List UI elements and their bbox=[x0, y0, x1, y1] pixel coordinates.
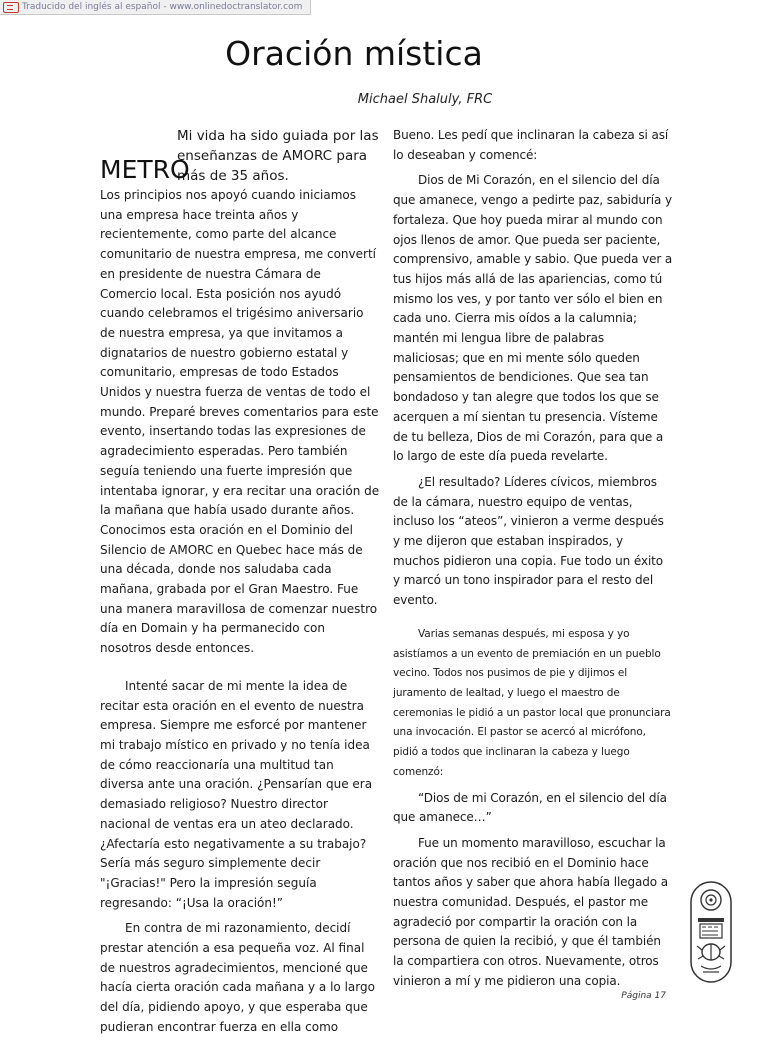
article-title: Oración mística bbox=[225, 34, 483, 73]
article-lead-in: Mi vida ha sido guiada por las enseñanzas de AMORC para más de 35 años. bbox=[177, 128, 379, 184]
left-column bbox=[100, 186, 380, 1038]
right-paragraph-result: ¿El resultado? Líderes cívicos, miembros de la cámara, nuestro equipo de ventas, incluso los “ateos”, vinieron a verme después y me dijeron que estaban inspirados, y muchos pidieron una copia. Fue todo un éxito y marcó un tono inspirador para el resto del evento. bbox=[393, 474, 664, 608]
right-column bbox=[393, 126, 673, 992]
left-paragraph-2: Intenté sacar de mi mente la idea de recitar esta oración en el evento de nuestra empresa. Siempre me esforcé por mantener mi trabajo místico en privado y no tenía idea de cómo reaccionaría una multitud tan diversa ante una oración. ¿Pensarían que era demasiado religioso? Nuestro director nacional de ventas era un ateo declarado. ¿Afectaría esto negativamente a su trabajo? Sería más seguro simplemente decir "¡Gracias!" Pero la impresión seguía regresando: “¡Usa la oración!” bbox=[100, 678, 373, 910]
translator-logo-icon bbox=[3, 2, 19, 13]
left-paragraph-3: En contra de mi razonamiento, decidí prestar atención a esa pequeña voz. Al final de nuestros agradecimientos, mencioné que hacía cierta oración cada mañana y a lo largo del día, pidiendo apoyo, y que esperaba que pudieran encontrar fuerza en ella como bbox=[100, 921, 375, 1034]
left-paragraph-1: Los principios nos apoyó cuando iniciamos una empresa hace treinta años y recientemente, como parte del alcance comunitario de nuestra empresa, me convertí en presidente de nuestra Cámara de Comercio local. Esta posición nos ayudó cuando celebramos el trigésimo aniversario de nuestra empresa, ya que invitamos a dignatarios de nuestro gobierno estatal y comunitario, empresas de todo Estados Unidos y nuestra fuerza de ventas de todo el mundo. Preparé breves comentarios para este evento, insertando todas las expresiones de agradecimiento esperadas. Pero también seguía teniendo una fuerte impresión que intentaba ignorar, y era recitar una oración de la mañana que había usado durante años. Conocimos esta oración en el Dominio del Silencio de AMORC en Quebec hace más de una década, donde nos saludaba cada mañana, grabada por el Gran Maestro. Fue una manera maravillosa de comenzar nuestro día en Domain y ha permanecido con nosotros desde entonces. bbox=[100, 188, 380, 656]
prayer-text: Dios de Mi Corazón, en el silencio del día que amanece, vengo a pedirte paz, sabiduría y fortaleza. Que hoy pueda mirar al mundo con ojos llenos de amor. Que pueda ser paciente, comprensivo, amable y sabio. Que pueda ver a tus hijos más allá de las apariencias, como tú mismo los ves, y por tanto ver sólo el bien en cada uno. Cierra mis oídos a la calumnia; mantén mi lengua libre de palabras maliciosas; que en mi mente sólo queden pensamientos de bendiciones. Que sea tan bondadoso y tan alegre que todos los que se acerquen a mí sientan tu presencia. Vísteme de tu belleza, Dios de mi Corazón, para que a lo largo de este día pueda revelarte. bbox=[393, 173, 673, 464]
rosicrucian-emblem-icon bbox=[688, 880, 734, 984]
right-paragraph-quote: “Dios de mi Corazón, en el silencio del día que amanece…” bbox=[393, 790, 667, 825]
right-paragraph-1: Bueno. Les pedí que inclinaran la cabeza si así lo deseaban y comencé: bbox=[393, 128, 669, 162]
translation-banner-text: Traducido del inglés al español - www.onlinedoctranslator.com bbox=[22, 2, 303, 12]
right-paragraph-event: Varias semanas después, mi esposa y yo asistíamos a un evento de premiación en un pueblo vecino. Todos nos pusimos de pie y dijimos el juramento de lealtad, y luego el maestro de ceremonias le pidió a un pastor local que pronunciara una invocación. El pastor se acercó al micrófono, pidió a todos que inclinaran la cabeza y luego comenzó: bbox=[393, 627, 671, 778]
page-number: Página 17 bbox=[621, 991, 666, 1001]
right-paragraph-closing: Fue un momento maravilloso, escuchar la oración que nos recibió en el Dominio hace tantos años y saber que ahora había llegado a nuestra comunidad. Después, el pastor me agradeció por compartir la oración con la persona de quien la recibió, y que él también la compartiera con otros. Nuevamente, otros vinieron a mí y me pidieron una copia. bbox=[393, 835, 668, 988]
article-author: Michael Shaluly, FRC bbox=[357, 92, 493, 107]
translation-banner[interactable] bbox=[0, 0, 311, 15]
drop-cap: METRO bbox=[100, 155, 190, 184]
